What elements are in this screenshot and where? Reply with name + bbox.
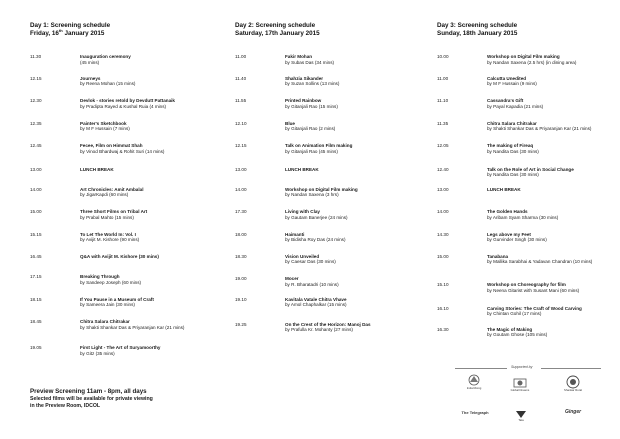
schedule-entry [30, 143, 220, 154]
sponsor-6-name: Ginger [564, 409, 582, 415]
sponsor-5-name: Tata [518, 418, 524, 422]
entry-time: 19.00 [235, 276, 247, 282]
entry-title: The Magic of Making [487, 326, 533, 332]
sponsors-label: Supported by [511, 365, 533, 369]
day-3-events [437, 54, 617, 374]
entry-credit: by Suzan Sollins (13 mins) [285, 81, 340, 87]
schedule-entry [30, 167, 220, 173]
entry-title: The making of Fireaq [487, 142, 534, 148]
schedule-entry [235, 76, 425, 87]
entry-title: First Light - The Art of Suryamoorthy [80, 345, 161, 350]
day-2-column [235, 22, 425, 374]
entry-title: LUNCH BREAK [285, 166, 319, 172]
schedule-entry [437, 121, 617, 132]
entry-title: Living with Clay [285, 209, 320, 215]
day-1-title: Day 1: Screening schedule [30, 22, 111, 29]
schedule-entry [30, 54, 220, 65]
entry-time: 12.45 [30, 142, 42, 148]
entry-title: Vision Unveiled [285, 253, 320, 259]
entry-title: LUNCH BREAK [80, 166, 114, 172]
entry-title: To Let The World In: Vol. I [80, 231, 136, 237]
schedule-entry [437, 54, 617, 65]
schedule-entry [30, 98, 220, 109]
entry-time: 17.15 [30, 273, 42, 279]
preview-line-2: Selected films will be available for private viewing [30, 396, 153, 402]
entry-title: Workshop on Choreography for film [487, 282, 566, 288]
schedule-entry [437, 167, 617, 178]
entry-time: 13.00 [235, 166, 247, 172]
schedule-entry [437, 143, 617, 154]
sponsor-divider-right [541, 368, 601, 369]
sponsor-1-name: India Rising [466, 386, 482, 390]
entry-time: 18.30 [235, 253, 247, 259]
schedule-entry [235, 254, 425, 265]
entry-credit: by Vinod Bhardwaj & Rohit Suri (14 mins) [80, 148, 165, 154]
entry-title: Chitra Salara Chitrakar [487, 120, 537, 126]
day-1-events [30, 54, 220, 374]
entry-title: Q&A with Avijit M. Kishore (30 mins) [80, 253, 159, 259]
schedule-entry [437, 282, 617, 293]
entry-time: 17.30 [235, 209, 247, 215]
entry-time: 12.05 [437, 142, 449, 148]
entry-credit: by Prafulla Kr. Mohanty (27 mins) [285, 327, 353, 333]
entry-time: 18.15 [30, 296, 42, 302]
sponsors-block [455, 365, 605, 435]
schedule-entry [437, 76, 617, 87]
schedule-entry [30, 232, 220, 243]
sponsor-divider-left [455, 368, 507, 369]
entry-time: 18.45 [30, 319, 42, 325]
schedule-entry [437, 306, 617, 317]
entry-time: 19.25 [235, 321, 247, 327]
entry-time: 13.00 [437, 186, 449, 192]
entry-credit: by Nandita Das (30 mins) [487, 172, 539, 178]
entry-credit: by Nandita Das (30 mins) [487, 148, 539, 154]
schedule-entry [437, 187, 617, 193]
day-1-date [30, 27, 220, 38]
entry-credit: by Gurvinder Singh (30 mins) [487, 237, 547, 243]
entry-credit: by Shakti Shankar Das & Priyaranjan Kar (21 mins) [487, 126, 592, 132]
entry-time: 11.55 [235, 98, 247, 104]
day-1-date-rest: January 2015 [62, 30, 105, 37]
entry-time: 11.00 [235, 54, 247, 59]
entry-credit: by R. Bharatadri (10 mins) [285, 281, 339, 287]
schedule-entry [437, 209, 617, 220]
entry-title: Shahzia Sikander [285, 75, 324, 81]
schedule-entry [30, 297, 220, 308]
entry-credit: by Shakti Shankar Das & Priyaranjan Kar (21 mins) [80, 324, 185, 330]
entry-title: Fecee, Film on Himmat Shah [80, 142, 143, 148]
entry-credit: by Prabal Mahto (15 mins) [80, 215, 134, 221]
entry-credit: by Sandeep Joseph (60 mins) [80, 279, 142, 285]
entry-credit: by Bidisha Roy Das (24 mins) [285, 237, 346, 243]
entry-title: Haimanti [285, 231, 305, 237]
entry-time: 18.00 [235, 231, 247, 237]
entry-title: Talk on Animation Film making [285, 142, 353, 148]
entry-credit: by Caesar Das (30 mins) [285, 259, 336, 265]
sponsor-logo-1 [459, 373, 489, 390]
entry-title: Fakir Mohan [285, 54, 313, 59]
day-2-title: Day 2: Screening schedule [235, 22, 316, 29]
entry-credit: by Amol Chaphalkar (15 mins) [285, 302, 347, 308]
entry-time: 12.10 [235, 120, 247, 126]
day-3-column [437, 22, 617, 374]
entry-title: The Golden Hands [487, 209, 528, 215]
entry-credit: by Gitanjali Rao (45 mins) [285, 148, 338, 154]
entry-title: Workshop on Digital Film making [487, 54, 560, 59]
entry-title: Chitra Salara Chitrakar [80, 319, 130, 325]
sponsor-logo-2 [505, 377, 535, 392]
entry-credit: by Nandan Saxena (2.5 hrs) (in dining area) [487, 59, 577, 65]
schedule-entry [437, 254, 617, 265]
preview-line-1: Preview Screening 11am - 8pm, all days [30, 388, 147, 395]
schedule-entry [235, 121, 425, 132]
schedule-entry [30, 319, 220, 330]
entry-credit: by Pradipta Rayed & Kushal Ruia (4 mins) [80, 104, 167, 110]
day-3-title: Day 3: Screening schedule [437, 22, 518, 29]
entry-credit: by Mallika Sarabhai & Yadavan Chandran (10 mins) [487, 259, 593, 265]
entry-time: 12.30 [30, 98, 42, 104]
sponsor-4-name: The Telegraph [461, 410, 489, 415]
entry-time: 11.35 [437, 120, 449, 126]
entry-credit: by Reena Mohan (15 mins) [80, 81, 136, 87]
entry-time: 15.00 [437, 253, 449, 259]
entry-credit: by Gautam Banerjee (24 mins) [285, 215, 348, 221]
entry-title: On the Crest of the Horizon: Manoj Das [285, 321, 371, 327]
entry-credit: by Goutam Ghose (105 mins) [487, 332, 548, 338]
entry-title: Cassandra's Gift [487, 98, 524, 104]
entry-time: 19.05 [30, 345, 42, 350]
entry-title: Journeys [80, 75, 101, 81]
entry-time: 15.15 [30, 231, 42, 237]
entry-time: 11.40 [235, 75, 247, 81]
schedule-entry [30, 254, 220, 260]
sponsor-logo-4 [455, 411, 495, 414]
schedule-entry [30, 209, 220, 220]
entry-title: Tanabana [487, 253, 509, 259]
schedule-entry [235, 209, 425, 220]
schedule-entry [30, 345, 220, 356]
entry-time: 12.15 [235, 142, 247, 148]
entry-credit: by M F Hussain (9 mins) [487, 81, 537, 87]
entry-time: 12.35 [30, 120, 42, 126]
entry-time: 16.45 [30, 253, 42, 259]
entry-credit: by Sameera Jain (30 mins) [80, 302, 135, 308]
preview-note [30, 388, 250, 409]
schedule-entry [235, 98, 425, 109]
schedule-entry [437, 98, 617, 109]
entry-time: 14.00 [437, 209, 449, 215]
entry-time: 14.00 [30, 186, 42, 192]
entry-title: If You Pause in a Museum of Craft [80, 296, 154, 302]
schedule-entry [30, 121, 220, 132]
day-2-date: Saturday, 17th January 2015 [235, 30, 320, 37]
entry-title: Devlok - stories retold by Devdutt Pattanaik [80, 98, 175, 104]
preview-line-3: in the Preview Room, IDCOL [30, 402, 101, 409]
entry-credit: by Nandan Saxena (3 hrs) [285, 192, 339, 198]
entry-title: Painter's Sketchbook [80, 120, 127, 126]
entry-time: 16.10 [437, 305, 449, 311]
schedule-entry [235, 232, 425, 243]
sponsor-3-name: Shankar Rural [564, 388, 582, 392]
entry-time: 14.30 [437, 231, 449, 237]
entry-title: Blue [285, 120, 295, 126]
schedule-entry [30, 274, 220, 285]
day-1-date-main: Friday, 16 [30, 30, 59, 37]
entry-title: LUNCH BREAK [487, 186, 521, 192]
schedule-entry [235, 297, 425, 308]
entry-credit: by Gitanjali Rao (2 mins) [285, 126, 336, 132]
entry-time: 19.10 [235, 296, 247, 302]
entry-time: 13.00 [30, 166, 42, 172]
sponsor-2-name: Global Dreams [510, 388, 530, 392]
entry-title: Talk on the Role of Art in Social Change [487, 166, 574, 172]
schedule-entry [437, 232, 617, 243]
entry-time: 12.40 [437, 166, 449, 172]
schedule-entry [235, 187, 425, 198]
entry-title: Art Chronicles: Amit Ambalal [80, 186, 144, 192]
sponsor-1-icon [465, 373, 483, 387]
entry-title: Carving Stories: The Craft of Wood Carving [487, 305, 582, 311]
entry-title: Legs above my Feet [487, 231, 531, 237]
entry-title: Printed Rainbow [285, 98, 322, 104]
entry-title: Three Short Films on Tribal Art [80, 209, 148, 215]
entry-title: Calcutta Unedited [487, 75, 527, 81]
schedule-entry [437, 327, 617, 338]
schedule-entry [235, 276, 425, 287]
day-2-events [235, 54, 425, 374]
schedule-entry [235, 322, 425, 333]
entry-title: Inauguration ceremony [80, 54, 131, 59]
entry-title: Mocer [285, 276, 299, 282]
day-1-date-sup: th [58, 27, 63, 33]
entry-time: 15.00 [30, 209, 42, 215]
sponsor-logo-5 [509, 409, 533, 422]
entry-time: 14.00 [235, 186, 247, 192]
entry-title: Breaking Through [80, 273, 120, 279]
schedule-entry [235, 54, 425, 65]
entry-time: 10.00 [437, 54, 449, 59]
entry-credit: (45 mins) [80, 59, 100, 65]
entry-credit: by Neena Gitarist with Susant Mani (60 mins) [487, 287, 580, 293]
entry-credit: by Gitz (35 mins) [80, 350, 115, 356]
sponsor-3-icon [565, 375, 581, 389]
entry-time: 11.30 [30, 54, 42, 59]
schedule-entry [235, 167, 425, 173]
entry-credit: by Payal Kapadia (21 mins) [487, 104, 544, 110]
day-1-column [30, 22, 220, 374]
sponsor-logo-3 [555, 375, 591, 392]
schedule-entry [30, 187, 220, 198]
entry-credit: by Gitanjali Rao (15 mins) [285, 104, 338, 110]
entry-credit: by Subas Das (34 mins) [285, 59, 335, 65]
entry-time: 15.10 [437, 282, 449, 288]
entry-credit: by JigarKapdi (60 mins) [80, 192, 129, 198]
sponsor-logo-6 [555, 411, 591, 414]
entry-time: 16.30 [437, 326, 449, 332]
schedule-entry [235, 143, 425, 154]
schedule-entry [30, 76, 220, 87]
entry-credit: by Chintan Gohil (17 mins) [487, 311, 542, 317]
day-3-date: Sunday, 18th January 2015 [437, 30, 518, 37]
entry-time: 11.10 [437, 98, 449, 104]
entry-title: Workshop on Digital Film making [285, 186, 358, 192]
entry-time: 12.15 [30, 75, 42, 81]
entry-time: 11.00 [437, 75, 449, 81]
entry-credit: by M F Hussain (7 mins) [80, 126, 130, 132]
entry-credit: by Avijit M. Kishore (90 mins) [80, 237, 140, 243]
entry-credit: by Aribam Syam Sharma (30 mins) [487, 215, 559, 221]
entry-title: Kavitala Vatale Chitra Vhave [285, 296, 347, 302]
